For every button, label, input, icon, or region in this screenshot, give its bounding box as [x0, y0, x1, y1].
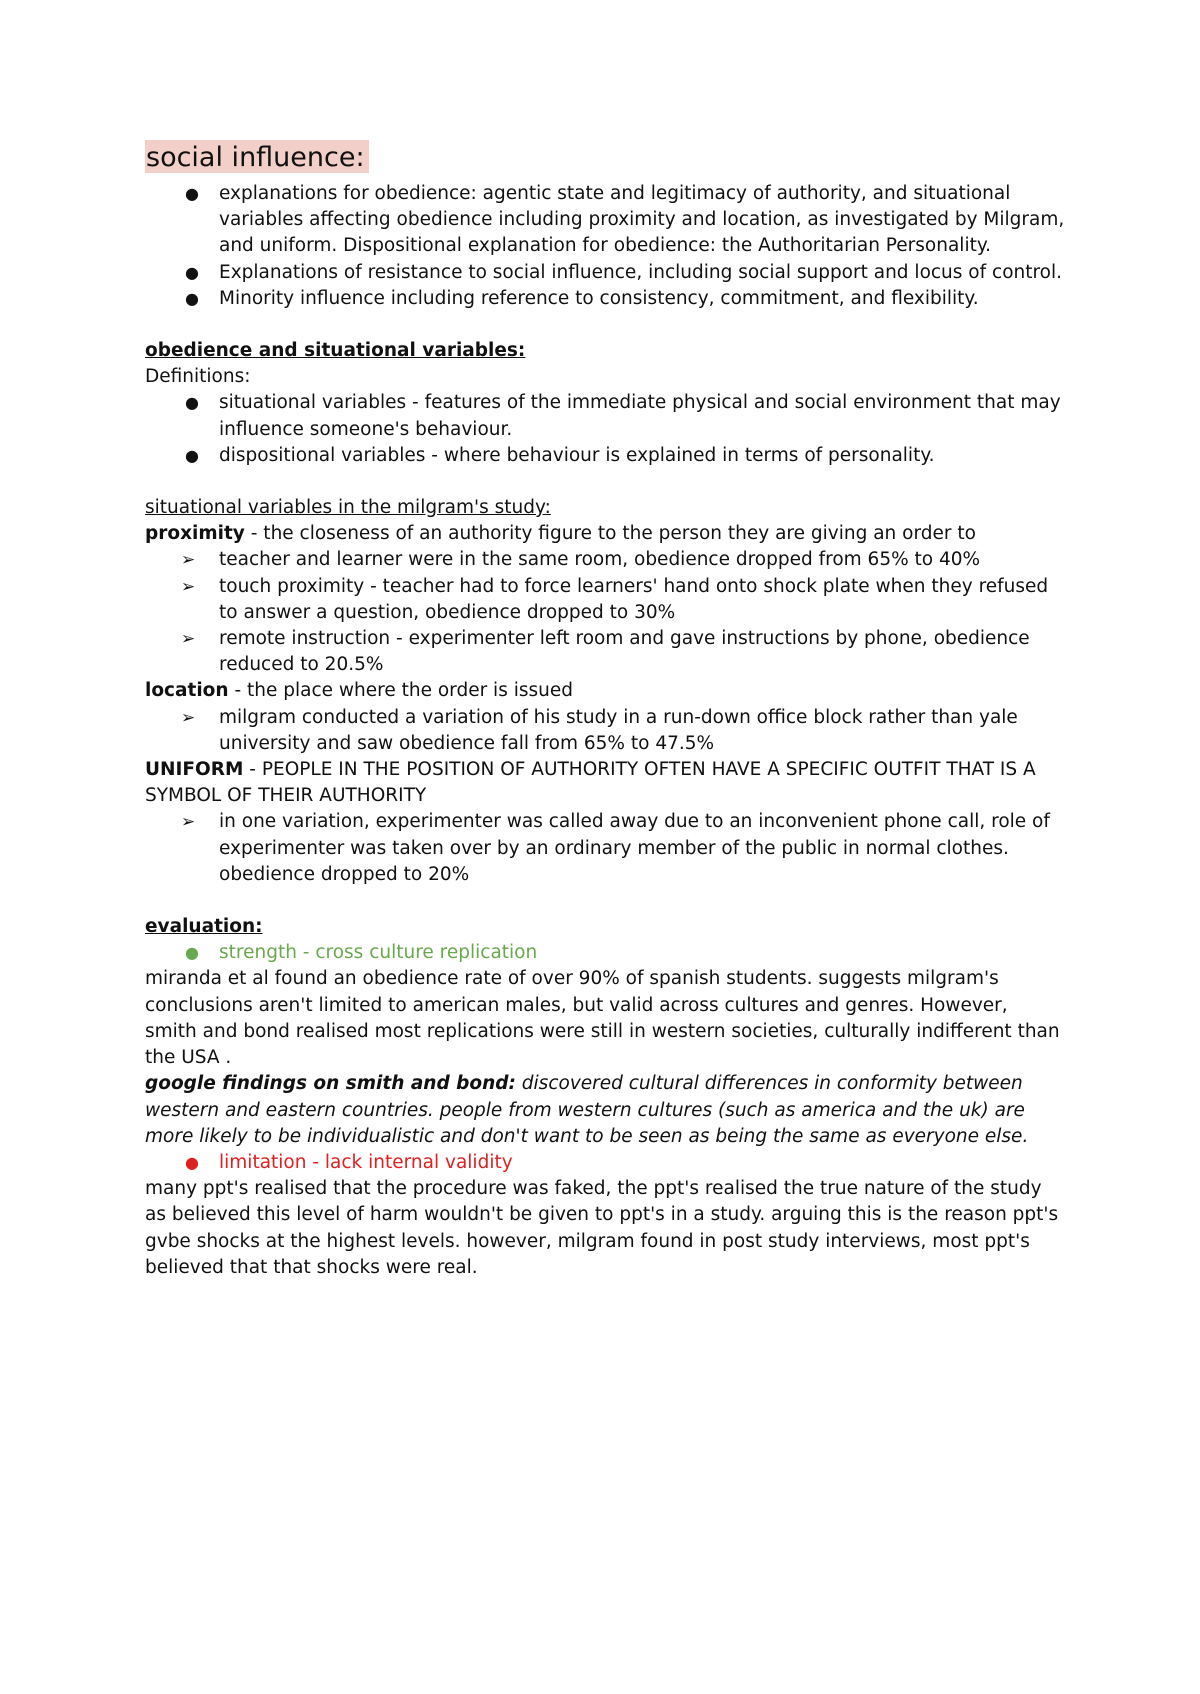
location-points [145, 705, 1065, 757]
list-item: ➢ touch proximity - teacher had to force learners' hand onto shock plate when they refused to answer a question, obedience dropped to 30% [181, 575, 1049, 623]
limitation-text: many ppt's realised that the procedure was faked, the ppt's realised the true nature of the study as believed this level of harm wouldn't be given to ppt's in a study. arguing this is the reason ppt's gvbe shocks at the highest levels. however, milgram found in post study interviews, most ppt's believed that that shocks were real. [145, 1178, 1059, 1278]
bullet-icon: ● [185, 184, 199, 203]
list-item: ➢ remote instruction - experimenter left room and gave instructions by phone, obedience reduced to 20.5% [181, 628, 1030, 676]
document-content [145, 140, 1065, 1281]
uniform-definition: UNIFORM - PEOPLE IN THE POSITION OF AUTHORITY OFTEN HAVE A SPECIFIC OUTFIT THAT IS A SYMBOL OF THEIR AUTHORITY [145, 759, 1036, 807]
bullet-icon: ● [185, 1152, 199, 1172]
location-term: location [145, 680, 229, 702]
arrow-bullet-icon: ➢ [181, 550, 196, 571]
definitions-label: Definitions: [145, 366, 251, 388]
proximity-term: proximity [145, 523, 245, 545]
arrow-bullet-icon: ➢ [181, 812, 196, 833]
uniform-points [145, 809, 1065, 888]
list-item: ● Explanations of resistance to social influence, including social support and locus of control. [219, 260, 1065, 286]
bullet-icon: ● [185, 445, 199, 465]
intro-bullet-list [145, 181, 1065, 312]
bullet-icon: ● [185, 288, 199, 308]
limitation-label: limitation - lack internal validity [219, 1151, 513, 1173]
strength-label-list [145, 940, 1065, 966]
strength-text: miranda et al found an obedience rate of over 90% of spanish students. suggests milgram's conclusions aren't limited to american males, but valid across cultures and genres. However, smith and bond realised most replications were still in western societies, culturally indifferent than the USA . [145, 968, 1060, 1069]
location-definition: location - the place where the order is issued [145, 680, 573, 702]
proximity-definition: proximity - the closeness of an authority figure to the person they are giving an order to [145, 523, 976, 545]
list-item [185, 940, 1065, 966]
limitation-label-list [145, 1150, 1065, 1176]
uniform-term: UNIFORM [145, 759, 244, 781]
bullet-icon: ● [185, 393, 199, 413]
proximity-points [145, 547, 1065, 678]
list-item: ➢ milgram conducted a variation of his study in a run-down office block rather than yale university and saw obedience fall from 65% to 47.5% [181, 706, 1018, 754]
list-item: ● dispositional variables - where behaviour is explained in terms of personality. [219, 443, 1065, 469]
list-item: ● situational variables - features of the immediate physical and social environment that may influence someone's behaviour. [185, 392, 1061, 440]
list-item [185, 1150, 1065, 1176]
arrow-bullet-icon: ➢ [181, 707, 196, 728]
arrow-bullet-icon: ➢ [181, 629, 196, 650]
google-findings-label: google findings on smith and bond: [145, 1073, 516, 1095]
list-item: ➢ teacher and learner were in the same room, obedience dropped from 65% to 40% [219, 547, 1065, 573]
list-item: ➢ in one variation, experimenter was called away due to an inconvenient phone call, role of experimenter was taken over by an ordinary member of the public in normal clothes. obedience dropped to 20% [181, 811, 1050, 885]
section-heading-obedience: obedience and situational variables: [145, 340, 526, 362]
google-findings: google findings on smith and bond: discovered cultural differences in conformity between western and eastern countries. people from western cultures (such as america and the uk) are more likely to be individualistic and don't want to be seen as being the same as everyone else. [145, 1073, 1029, 1147]
strength-label: strength - cross culture replication [219, 942, 538, 964]
section-heading-evaluation: evaluation: [145, 916, 263, 938]
milgram-subheading: situational variables in the milgram's study: [145, 497, 551, 519]
bullet-icon: ● [185, 943, 199, 963]
bullet-icon: ● [185, 262, 199, 282]
list-item: ● Minority influence including reference to consistency, commitment, and flexibility. [219, 286, 1065, 312]
page-title: social influence: [145, 140, 369, 173]
definitions-list [145, 390, 1065, 469]
list-item: ● explanations for obedience: agentic state and legitimacy of authority, and situational variables affecting obedience including proximity and location, as investigated by Milgram, and uniform. Dispositional explanation for obedience: the Authoritarian Personality. [185, 183, 1065, 257]
arrow-bullet-icon: ➢ [181, 576, 196, 597]
